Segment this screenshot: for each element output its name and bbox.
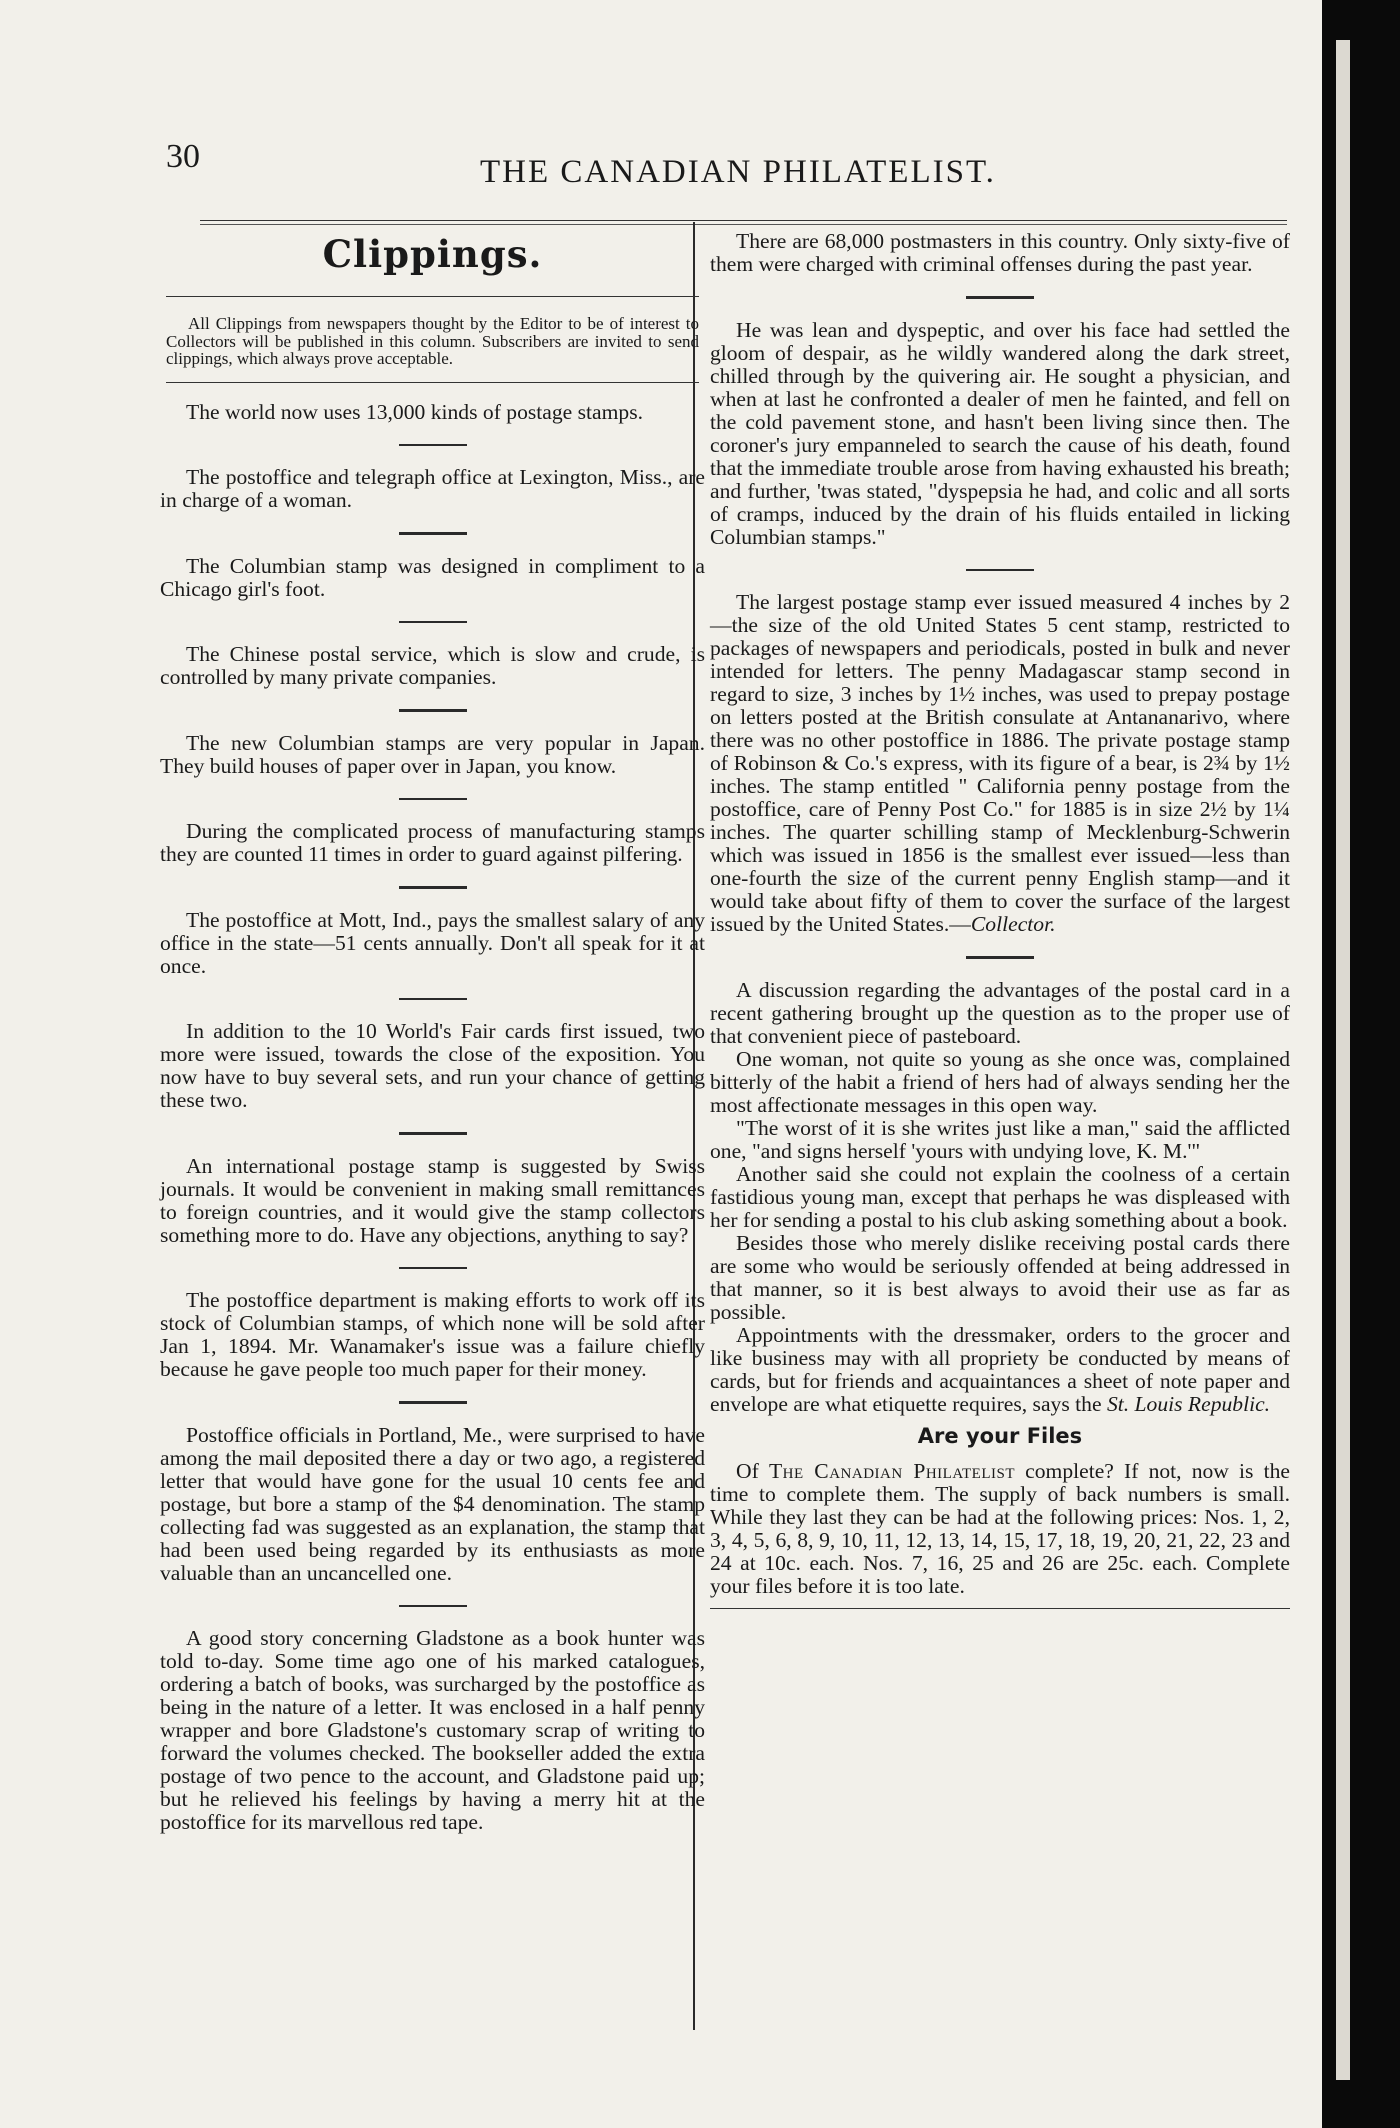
clipping-item: The Columbian stamp was designed in compliment to a Chicago girl's foot.	[160, 553, 705, 601]
separator	[399, 1401, 467, 1404]
postal-card-source: St. Louis Republic.	[1106, 1391, 1271, 1416]
separator	[966, 956, 1034, 959]
postal-card-para: Besides those who merely dislike receiving postal cards there are some who would be seriously offended at being addressed in that manner, so it is best always to avoid their use as far as possible.	[710, 1230, 1290, 1324]
postal-card-para	[710, 1324, 1290, 1416]
dyspeptic-item: He was lean and dyspeptic, and over his face had settled the gloom of despair, as he wildly wandered along the dark street, chilled through by the quivering air. He sought a physician, and when at last he confronted a dealer of men he fainted, and fell on the cold pavement stone, and hasn't been living since then. The coroner's jury empanneled to search the cause of his death, found that the immediate trouble arose from having exhausted his breath; and further, 'twas stated, "dyspepsia he had, and colic and all sorts of cramps, induced by the drain of his fluids entailed in licking Columbian stamps."	[710, 317, 1290, 549]
section-title: Clippings.	[322, 232, 543, 276]
postal-card-para: "The worst of it is she writes just like a man," said the afflicted one, "and signs herself 'yours with undying love, K. M.'"	[710, 1115, 1290, 1163]
closing-rule	[710, 1608, 1290, 1610]
files-lead: Of	[736, 1458, 769, 1483]
clipping-item: In addition to the 10 World's Fair cards first issued, two more were issued, towards the close of the exposition. You now have to buy several sets, and run your chance of getting these two.	[160, 1019, 705, 1112]
clipping-item: A good story concerning Gladstone as a book hunter was told to-day. Some time ago one of his marked catalogues, ordering a batch of books, was surcharged by the postoffice as being in the nature of a letter. It was enclosed in a half penny wrapper and bore Gladstone's customary scrap of writing to forward the volumes checked. The bookseller added the extra postage of two pence to the account, and Gladstone paid up; but he relieved his feelings by having a merry hit at the postoffice for its marvellous red tape.	[160, 1626, 705, 1834]
separator	[399, 621, 467, 624]
running-head: THE CANADIAN PHILATELIST.	[480, 154, 996, 190]
scan-border	[1322, 0, 1400, 2128]
postal-card-last-text: Appointments with the dressmaker, orders to the grocer and like business may with all propriety be conducted by means of cards, but for friends and acquaintances a sheet of note paper and envelope are what etiquette requires, says the	[710, 1322, 1290, 1416]
page-number: 30	[166, 138, 200, 175]
largest-stamp-item	[710, 591, 1290, 936]
clipping-item: The postoffice at Mott, Ind., pays the smallest salary of any office in the state—51 cents annually. Don't all speak for it at once.	[160, 907, 705, 978]
separator	[399, 532, 467, 535]
postmasters-item: There are 68,000 postmasters in this country. Only sixty-five of them were charged with criminal offenses during the past year.	[710, 229, 1290, 276]
files-magazine-name: The Canadian Philatelist	[768, 1458, 1015, 1483]
facing-page-edge	[1336, 40, 1350, 2080]
files-text: complete? If not, now is the time to complete them. The supply of back numbers is small. While they last they can be had at the following prices: Nos. 1, 2, 3, 4, 5, 6, 8, 9, 10, 11, 12, 13, 14, 15, 17, 18, 19, 20, 21, 22, 23 and 24 at 10c. each. Nos. 7, 16, 25 and 26 are 25c. each. Complete your files before it is too late.	[710, 1458, 1290, 1598]
clipping-item: An international postage stamp is suggested by Swiss journals. It would be convenient in making small remittances to foreign countries, and it would give the stamp collectors something more to do. Have any objections, anything to say?	[160, 1153, 705, 1247]
postal-card-para: A discussion regarding the advantages of the postal card in a recent gathering brought up the question as to the proper use of that convenient piece of pasteboard.	[710, 977, 1290, 1048]
editor-note-text: All Clippings from newspapers thought by the Editor to be of interest to Collectors will be published in this column. Subscribers are invited to send clippings, which always prove acceptable.	[166, 314, 699, 368]
separator	[966, 569, 1034, 572]
postal-card-para: Another said she could not explain the coolness of a certain fastidious young man, except that perhaps he was displeased with her for sending a postal to his club asking something about a book.	[710, 1161, 1290, 1232]
clipping-item: The postoffice and telegraph office at Lexington, Miss., are in charge of a woman.	[160, 465, 705, 512]
editor-note	[166, 296, 699, 383]
clipping-item: The Chinese postal service, which is slow and crude, is controlled by many private companies.	[160, 642, 705, 689]
clipping-item: The new Columbian stamps are very popular in Japan. They build houses of paper over in Japan, you know.	[160, 730, 705, 778]
clipping-item: Postoffice officials in Portland, Me., were surprised to have among the mail deposited there a day or two ago, a registered letter that would have gone for the usual 10 cents fee and postage, but bore a stamp of the $4 denomination. The stamp collecting fad was suggested as an explanation, the stamp that had been used being regarded by its enthusiasts as more valuable than an uncancelled one.	[160, 1422, 705, 1585]
files-notice	[710, 1460, 1290, 1598]
separator	[399, 444, 467, 447]
separator	[399, 1132, 467, 1135]
largest-stamp-text: The largest postage stamp ever issued measured 4 inches by 2—the size of the old United States 5 cent stamp, restricted to packages of newspapers and periodicals, posted in bulk and never intended for letters. The penny Madagascar stamp second in regard to size, 3 inches by 1½ inches, was used to prepay postage on letters posted at the British consulate at Antananarivo, where there was no other postoffice in 1886. The private postage stamp of Robinson & Co.'s express, with its figure of a bear, is 2¾ by 1½ inches. The stamp entitled " California penny postage from the postoffice, care of Penny Post Co." for 1885 is in size 2½ by 1¼ inches. The quarter schilling stamp of Mecklenburg-Schwerin which was issued in 1856 is the smallest ever issued—less than one-fourth the size of the current penny English stamp—and it would take about fifty of them to cover the surface of the largest issued by the United States.—	[710, 590, 1290, 936]
separator	[966, 296, 1034, 299]
left-column	[160, 230, 705, 1834]
files-title: Are your Files	[917, 1423, 1083, 1448]
header-rule	[200, 220, 1287, 225]
separator	[399, 709, 467, 712]
clipping-item: The world now uses 13,000 kinds of postage stamps.	[186, 399, 644, 424]
right-column	[710, 230, 1290, 1609]
separator	[399, 998, 467, 1001]
postal-card-para: One woman, not quite so young as she once was, complained bitterly of the habit a friend of hers had of always sending her the most affectionate messages in this open way.	[710, 1046, 1290, 1117]
largest-stamp-source: Collector.	[970, 912, 1056, 936]
separator	[399, 798, 467, 801]
clipping-item: During the complicated process of manufacturing stamps they are counted 11 times in order to guard against pilfering.	[160, 819, 705, 866]
clipping-item: The postoffice department is making efforts to work off its stock of Columbian stamps, of which none will be sold after Jan 1, 1894. Mr. Wanamaker's issue was a failure chiefly because he gave people too much paper for their money.	[160, 1288, 705, 1381]
separator	[399, 886, 467, 889]
separator	[399, 1605, 467, 1608]
separator	[399, 1267, 467, 1270]
